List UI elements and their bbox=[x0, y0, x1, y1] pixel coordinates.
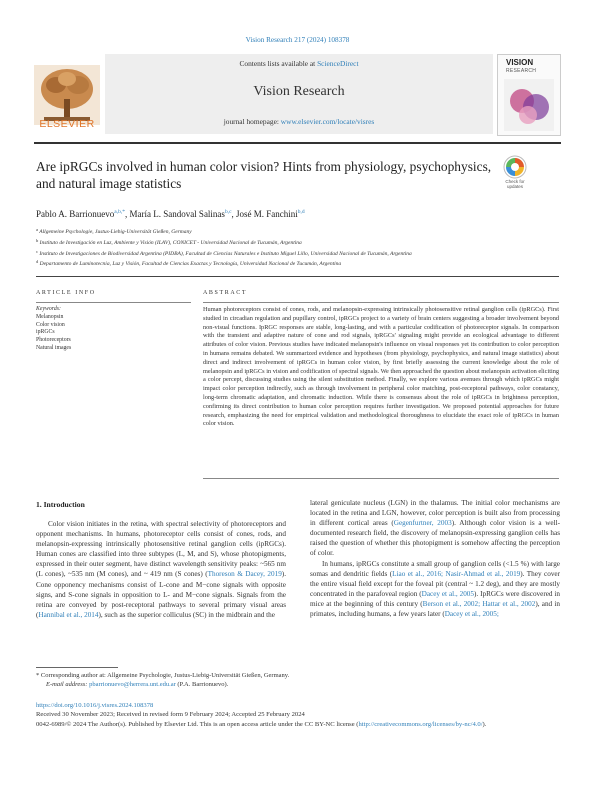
author-sup[interactable]: b,c bbox=[224, 209, 232, 215]
affiliation-item: $^d$ Departamento de Luminotecnia, Luz y Visión, Facultad de Ciencias Exactas y Tecnología, Universidad Nacional de Tucumán, Argentina bbox=[36, 259, 342, 268]
citation-link[interactable]: Dacey et al., 2005 bbox=[421, 589, 474, 598]
citation-link[interactable]: Hannibal et al., 2014 bbox=[38, 610, 99, 619]
body-paragraph: In humans, ipRGCs constitute a small group of ganglion cells (<1.5 %) with large somas and dendritic fields (Liao et al., 2016; Nasir-Ahmad et al., 2019). They cover the entire visual field except for the foveal pit (central ~ 1.2 deg), and they are mostly concentrated in the parafoveal region (Dacey et al., 2005). IpRGCs were discovered in mice at the beginning of this century (Berson et al., 2002; Hattar et al., 2002), and in primates, including humans, a few years later (Dacey et al., 2005; bbox=[310, 559, 560, 619]
footnote-author: * Corresponding author at: Allgemeine Psychologie, Justus-Liebig-Universität Gießen, Germany. bbox=[36, 672, 290, 679]
citation-link[interactable]: Thoreson & Dacey, 2019 bbox=[207, 570, 282, 579]
author-sup[interactable]: a,b,* bbox=[114, 209, 125, 215]
affiliation-item: $^a$ Allgemeine Psychologie, Justus-Liebig-Universität Gießen, Germany bbox=[36, 227, 192, 235]
homepage-link[interactable]: www.elsevier.com/locate/visres bbox=[280, 117, 375, 126]
keywords-list bbox=[36, 306, 186, 353]
article-info-heading: ARTICLE INFO bbox=[36, 290, 96, 296]
license-link[interactable]: http://creativecommons.org/licenses/by-nc/4.0/ bbox=[358, 720, 483, 728]
keyword-item: Photoreceptors bbox=[36, 337, 71, 344]
citation-link[interactable]: Liao et al., 2016; Nasir-Ahmad et al., 2019 bbox=[392, 569, 521, 578]
cover-subtitle: RESEARCH bbox=[506, 68, 537, 74]
body-paragraph: lateral geniculate nucleus (LGN) in the thalamus. The initial color mechanisms are located in the retina and LGN, however, color perception is built also from processing in different cortical areas (Gegenfurtner, 2003). Although color vision is a well-documented research field, the discovery of melanopsin-expressing ganglion cells has raised the question of whether this photopigment is somehow affecting the perception of color. bbox=[310, 499, 561, 558]
article-title: Are ipRGCs involved in human color vision? Hints from physiology, psychophysics, and natural image statistics bbox=[36, 159, 492, 191]
article-meta-footer bbox=[36, 701, 561, 729]
email-link[interactable]: pbarrionuevo@herrera.unt.edu.ar bbox=[89, 681, 176, 688]
homepage-line: journal homepage: www.elsevier.com/locate/visres bbox=[223, 117, 375, 126]
corresponding-author-footnote bbox=[36, 671, 556, 689]
header-rule bbox=[34, 142, 561, 144]
section-rule bbox=[36, 276, 559, 277]
keyword-item: ipRGCs bbox=[36, 329, 55, 336]
contents-line: Contents lists available at ScienceDirect bbox=[239, 59, 359, 68]
author-name[interactable]: María L. Sandoval Salinas bbox=[129, 209, 225, 219]
journal-reference[interactable]: Vision Research 217 (2024) 108378 bbox=[245, 36, 350, 44]
received-dates: Received 30 November 2023; Received in revised form 9 February 2024; Accepted 25 February 2024 bbox=[36, 711, 305, 719]
cover-title: VISION bbox=[506, 58, 534, 67]
article-info-rule bbox=[36, 302, 191, 303]
crossmark-label: Check for updates bbox=[505, 179, 525, 189]
footnote-email-line: E-mail address: pbarrionuevo@herrera.unt.edu.ar (P.A. Barrionuevo). bbox=[46, 681, 229, 688]
abstract-rule bbox=[203, 302, 559, 303]
abstract-text: Human photoreceptors consist of cones, rods, and melanopsin-expressing intrinsically photosensitive retinal ganglion cells (ipRGCs). First studied in circadian regulation and pupillary control, ipRGCs project to a variety of brain centers suggesting a broader involvement beyond non-visual functions. IpRGC responses are stable, long-lasting, and with a particular codification of photoreceptor signals. In comparison with the transient and adaptive nature of cone and rod signals, ipRGCs' signaling might provide an ecological advantage to different attributes of color vision. Previous studies have indicated melanopsin's influence on visual responses yet its contribution to color perception in humans remains debated. We summarized evidence and hypotheses (from physiology, psychophysics, and natural image statistics) about direct and indirect involvement of ipRGCs in human color vision, by first briefly assessing the current knowledge about the role of melanopsin and ipRGCs in vision and codification of spectral signals. We then approached the question about melanopsin activation eliciting a color percept, discussing studies using the silent substitution method. Finally, we explore various avenues through which ipRGCs might impact color perception indirectly, such as through involvement in peripheral color matching, post-receptoral pathways, color constancy, long-term chromatic adaptation, and chromatic induction. While there is consensus about the role of ipRGCs in brightness perception, confirming its direct contribution to human color perception requires further investigation. We proposed potential approaches for future research, emphasizing the need for empirical validation and methodological thoroughness to elucidate the exact role of ipRGCs in human color vision. bbox=[203, 306, 559, 428]
section-heading-introduction: 1. Introduction bbox=[36, 500, 85, 509]
affiliation-item: $^c$ Instituto de Investigaciones de Biodiversidad Argentina (PIDBA), Facultad de Ciencias Naturales e Instituto Miguel Lillo, Universidad Nacional de Tucumán, Argentina bbox=[36, 248, 412, 257]
body-column-right bbox=[310, 498, 560, 619]
citation-link[interactable]: Berson et al., 2002; Hattar et al., 2002 bbox=[422, 599, 536, 608]
author-sup[interactable]: b,d bbox=[297, 209, 305, 215]
affiliations bbox=[36, 226, 556, 269]
keyword-item: Natural images bbox=[36, 344, 72, 351]
doi-link[interactable]: https://doi.org/10.1016/j.visres.2024.108378 bbox=[36, 702, 154, 709]
citation-link[interactable]: Dacey et al., 2005; bbox=[444, 610, 499, 619]
affiliation-item: $^b$ Instituto de Investigación en Luz, Ambiente y Visión (ILAV), CONICET - Universidad Nacional de Tucumán, Argentina bbox=[36, 237, 302, 246]
author-name[interactable]: Pablo A. Barrionuevo bbox=[36, 209, 115, 219]
body-paragraph: Color vision initiates in the retina, with spectral selectivity of photoreceptors and opponent mechanisms. In humans, photoreceptor cells consist of cones, rods, and melanopsin-expressing intrinsically photosensitive retinal ganglion cells (ipRGCs). Human cones are classified into three subtypes (L, M, and S), whose photopigments, expressed in their outer segment, have distinct wavelength sensitivity peaks: ~565 nm (L cones), ~535 nm (M cones), and ~ 419 nm (S cones) (Thoreson & Dacey, 2019). Cone opponency mechanisms consist of L-cone and M−cone signals with opposite signs, and S-cone signals in opposition to L- and M−cone signals. Signals from the retina are conveyed by post-receptoral pathways to several primary visual areas (Hannibal et al., 2014), such as the superior colliculus (SC) in the midbrain and the bbox=[36, 520, 286, 619]
abstract-heading: ABSTRACT bbox=[203, 290, 248, 296]
author-name[interactable]: José M. Fanchini bbox=[236, 209, 298, 219]
footnote-rule bbox=[36, 667, 118, 668]
license-text: 0042-6989/© 2024 The Author(s). Published by Elsevier Ltd. This is an open access article under the CC BY-NC license (http://creativecommons.org/licenses/by-nc/4.0/). bbox=[36, 720, 487, 728]
cover-artwork bbox=[504, 79, 554, 131]
author-list: Pablo A. Barrionuevo$^{a,b,*}$, María L. Sandoval Salinas$^{b,c}$, José M. Fanchini$^{b,d}$ bbox=[36, 209, 305, 219]
keyword-item: Color vision bbox=[36, 321, 65, 328]
citation-link[interactable]: Gegenfurtner, 2003 bbox=[393, 519, 452, 528]
journal-title: Vision Research bbox=[253, 84, 345, 99]
sciencedirect-link[interactable]: ScienceDirect bbox=[317, 59, 359, 68]
keywords-label: Keywords: bbox=[36, 306, 61, 312]
abstract-bottom-rule bbox=[203, 478, 559, 479]
journal-cover-thumbnail bbox=[497, 54, 561, 136]
keyword-item: Melanopsin bbox=[36, 313, 64, 320]
publisher-name: ELSEVIER bbox=[39, 118, 95, 130]
body-column-left bbox=[36, 519, 286, 620]
crossmark-icon[interactable] bbox=[503, 155, 527, 179]
